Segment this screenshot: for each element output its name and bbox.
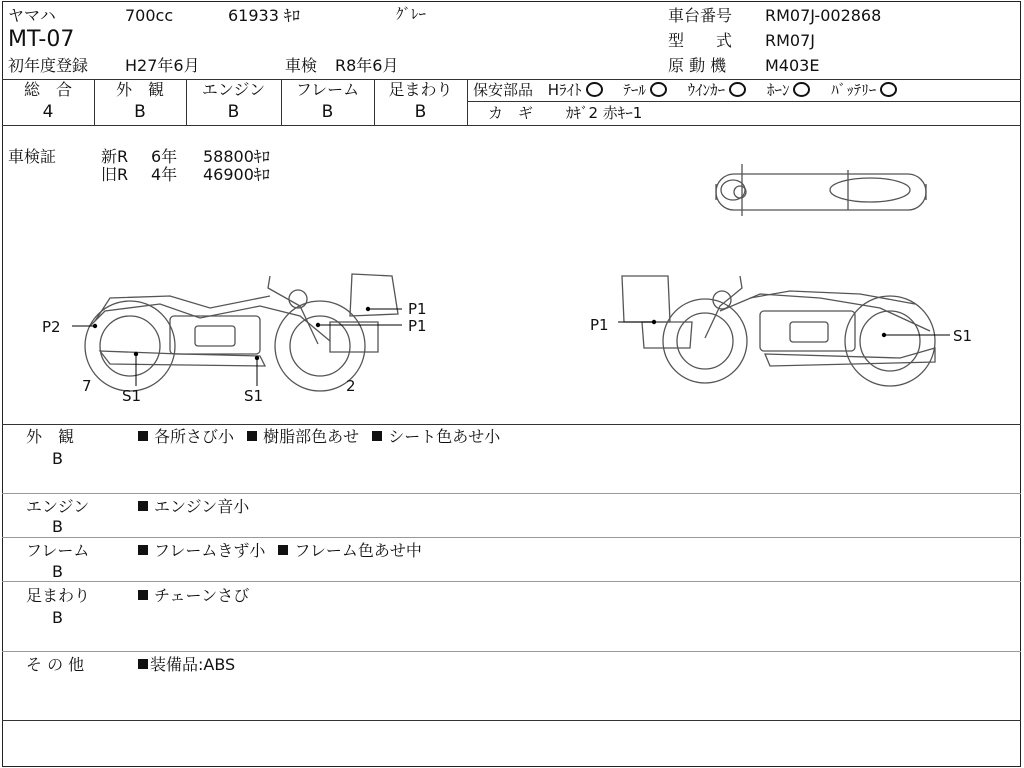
safety-item-winker: ｳｲﾝｶｰ	[688, 81, 747, 99]
mark-2: 2	[346, 377, 356, 395]
ok-circle-icon	[586, 82, 603, 97]
frame-number-value: RM07J-002868	[765, 6, 882, 25]
cert-old-km: 46900ｷﾛ	[203, 165, 270, 184]
grade-overall-label: 総 合	[23, 80, 72, 99]
grade-frame-label: フレーム	[295, 80, 360, 99]
frame-number-label: 車台番号	[668, 6, 733, 25]
detail-engine-label: エンジン	[26, 497, 90, 516]
divider	[2, 720, 1021, 721]
engine-model-value: M403E	[765, 56, 820, 75]
detail-other-label: そ の 他	[26, 655, 85, 674]
divider	[2, 537, 1021, 538]
grade-suspension-label: 足まわり	[388, 80, 453, 99]
mark-p1-right: P1	[590, 316, 609, 334]
type-value: RM07J	[765, 31, 815, 50]
model-name: MT-07	[8, 27, 75, 52]
grade-engine-value: B	[227, 102, 240, 122]
divider	[2, 493, 1021, 494]
detail-frame-notes: フレームきず小 フレーム色あせ中	[138, 541, 422, 561]
cert-new-km: 58800ｷﾛ	[203, 147, 270, 166]
key-value: ｶｷﾞ2 赤ｷｰ1	[566, 104, 643, 122]
first-registration-label: 初年度登録	[8, 56, 89, 75]
detail-suspension-grade: B	[52, 608, 63, 627]
bullet-square-icon	[247, 431, 257, 441]
bullet-square-icon	[138, 545, 148, 555]
inspection-value: R8年6月	[335, 56, 399, 75]
divider	[2, 424, 1021, 425]
mark-p1-left-lower: P1	[408, 317, 427, 335]
detail-exterior-label: 外 観	[26, 427, 75, 446]
bullet-square-icon	[278, 545, 288, 555]
safety-item-tail: ﾃｰﾙ	[623, 81, 667, 99]
grade-exterior-label: 外 観	[115, 80, 164, 99]
divider	[2, 581, 1021, 582]
divider	[468, 101, 1021, 102]
motorcycle-right-view	[618, 276, 950, 386]
detail-engine-grade: B	[52, 517, 63, 536]
cert-new-years: 6年	[151, 147, 178, 166]
detail-frame-label: フレーム	[26, 541, 90, 560]
engine-model-label: 原 動 機	[668, 56, 727, 75]
detail-exterior-grade: B	[52, 449, 63, 468]
divider	[2, 651, 1021, 652]
inspection-label: 車検	[285, 56, 318, 75]
ok-circle-icon	[793, 82, 810, 97]
motorcycle-left-view	[72, 274, 402, 391]
bullet-square-icon	[138, 431, 148, 441]
detail-suspension-notes: チェーンさび	[138, 586, 249, 606]
grade-engine-label: エンジン	[201, 80, 266, 99]
ok-circle-icon	[880, 82, 897, 97]
detail-suspension-label: 足まわり	[26, 586, 91, 605]
detail-exterior-notes: 各所さび小 樹脂部色あせ シート色あせ小	[138, 427, 500, 447]
grade-exterior-value: B	[134, 102, 146, 122]
certificate-label: 車検証	[8, 147, 57, 166]
cert-old-years: 4年	[151, 165, 178, 184]
mark-s1-left-rear: S1	[122, 387, 142, 405]
type-label: 型 式	[668, 31, 733, 50]
key-label: カ ギ	[488, 104, 534, 122]
safety-parts-label: 保安部品	[473, 81, 534, 99]
mark-s1-left-front: S1	[244, 387, 264, 405]
safety-item-horn: ﾎｰﾝ	[767, 81, 811, 99]
bullet-square-icon	[138, 659, 148, 669]
mileage: 61933 ｷﾛ	[228, 6, 300, 25]
first-registration-value: H27年6月	[125, 56, 200, 75]
bullet-square-icon	[138, 590, 148, 600]
mark-7: 7	[82, 377, 92, 395]
cert-old-kind: 旧R	[101, 165, 129, 184]
mark-s1-right: S1	[953, 327, 973, 345]
divider	[467, 79, 468, 125]
detail-engine-notes: エンジン音小	[138, 497, 249, 517]
ok-circle-icon	[650, 82, 667, 97]
maker: ヤマハ	[8, 6, 56, 25]
displacement: 700cc	[125, 6, 174, 25]
ok-circle-icon	[729, 82, 746, 97]
grade-overall-value: 4	[42, 102, 54, 122]
bullet-square-icon	[138, 501, 148, 511]
mark-p1-left-upper: P1	[408, 300, 427, 318]
cert-new-kind: 新R	[101, 147, 129, 166]
detail-frame-grade: B	[52, 562, 63, 581]
safety-item-battery: ﾊﾞｯﾃﾘｰ	[831, 81, 897, 99]
safety-item-headlight: Hﾗｲﾄ	[548, 81, 603, 99]
damage-diagram	[0, 126, 1024, 424]
color: ｸﾞﾚｰ	[396, 5, 427, 23]
grade-suspension-value: B	[414, 102, 427, 122]
detail-other-notes: 装備品:ABS	[138, 655, 235, 675]
mark-p2-left: P2	[42, 318, 61, 336]
safety-parts-row	[473, 81, 897, 99]
bullet-square-icon	[372, 431, 382, 441]
motorcycle-top-view	[716, 164, 926, 216]
grade-frame-value: B	[321, 102, 334, 122]
